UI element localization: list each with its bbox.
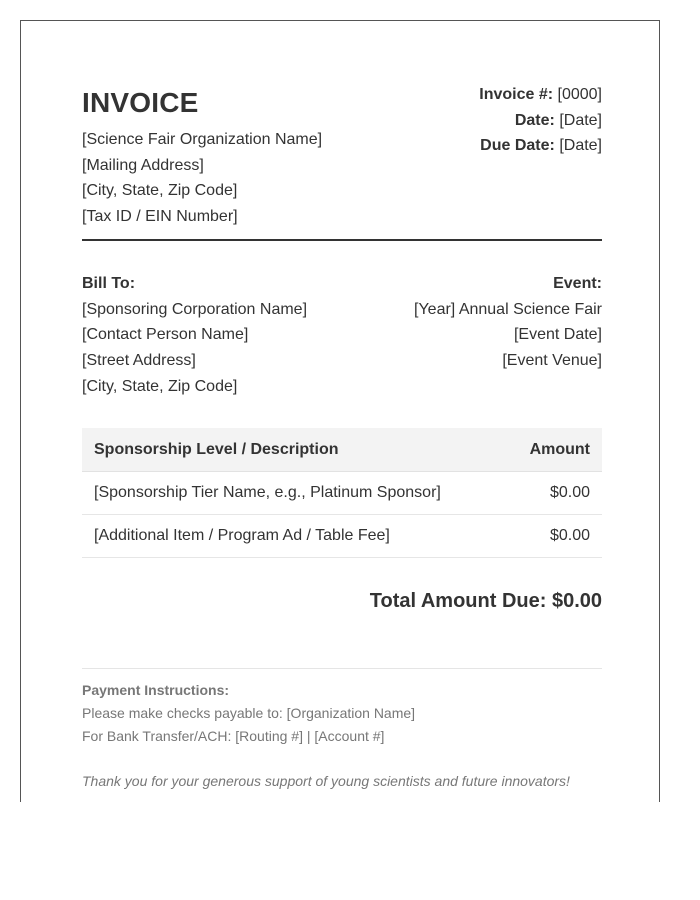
due-date-label: Due Date: — [480, 137, 555, 155]
event-venue: [Event Venue] — [502, 352, 602, 370]
payment-instructions-title: Payment Instructions: — [82, 682, 230, 698]
table-row — [82, 515, 602, 558]
row-description: [Sponsorship Tier Name, e.g., Platinum Sponsor] — [82, 472, 506, 515]
due-date-row — [479, 133, 602, 159]
table-header-row — [82, 428, 602, 472]
event-name: [Year] Annual Science Fair — [414, 300, 602, 318]
organization-info — [82, 127, 322, 230]
invoice-date-value: [Date] — [559, 111, 602, 129]
invoice-number-row — [479, 82, 602, 108]
bill-to-label: Bill To: — [82, 275, 136, 292]
invoice-sheet — [20, 20, 660, 802]
row-amount: $0.00 — [506, 515, 602, 558]
thank-you-note: Thank you for your generous support of young scientists and future innovators! — [82, 773, 570, 789]
description-column-header: Sponsorship Level / Description — [82, 428, 506, 472]
due-date-value: [Date] — [559, 137, 602, 155]
payment-ach-line: For Bank Transfer/ACH: [Routing #] | [Account #] — [82, 728, 385, 744]
org-tax-id: [Tax ID / EIN Number] — [82, 208, 238, 226]
row-amount: $0.00 — [506, 472, 602, 515]
row-description: [Additional Item / Program Ad / Table Fee] — [82, 515, 506, 558]
payment-checks-line: Please make checks payable to: [Organization Name] — [82, 705, 416, 721]
org-city-state-zip: [City, State, Zip Code] — [82, 182, 238, 200]
bill-to-company: [Sponsoring Corporation Name] — [82, 300, 308, 318]
invoice-date-label: Date: — [514, 111, 555, 129]
event-date: [Event Date] — [513, 326, 602, 344]
event-section — [414, 271, 602, 374]
invoice-number-value: [0000] — [557, 86, 602, 103]
invoice-title: INVOICE — [82, 87, 199, 118]
bill-to-section — [82, 271, 307, 400]
org-name: [Science Fair Organization Name] — [82, 131, 323, 148]
header-divider — [82, 239, 602, 241]
bill-to-contact: [Contact Person Name] — [82, 326, 249, 344]
total-amount-due: Total Amount Due: $0.00 — [369, 590, 602, 612]
invoice-number-label: Invoice #: — [479, 86, 554, 103]
table-row — [82, 472, 602, 515]
amount-column-header: Amount — [506, 428, 602, 472]
payment-instructions — [82, 679, 415, 748]
bill-to-city-state-zip: [City, State, Zip Code] — [82, 377, 238, 395]
bill-to-street: [Street Address] — [82, 352, 196, 370]
invoice-meta — [479, 82, 602, 159]
invoice-date-row — [479, 108, 602, 134]
footer-divider — [82, 668, 602, 669]
line-items-table — [82, 428, 602, 558]
org-mailing-address: [Mailing Address] — [82, 156, 204, 174]
event-label: Event: — [553, 275, 602, 292]
